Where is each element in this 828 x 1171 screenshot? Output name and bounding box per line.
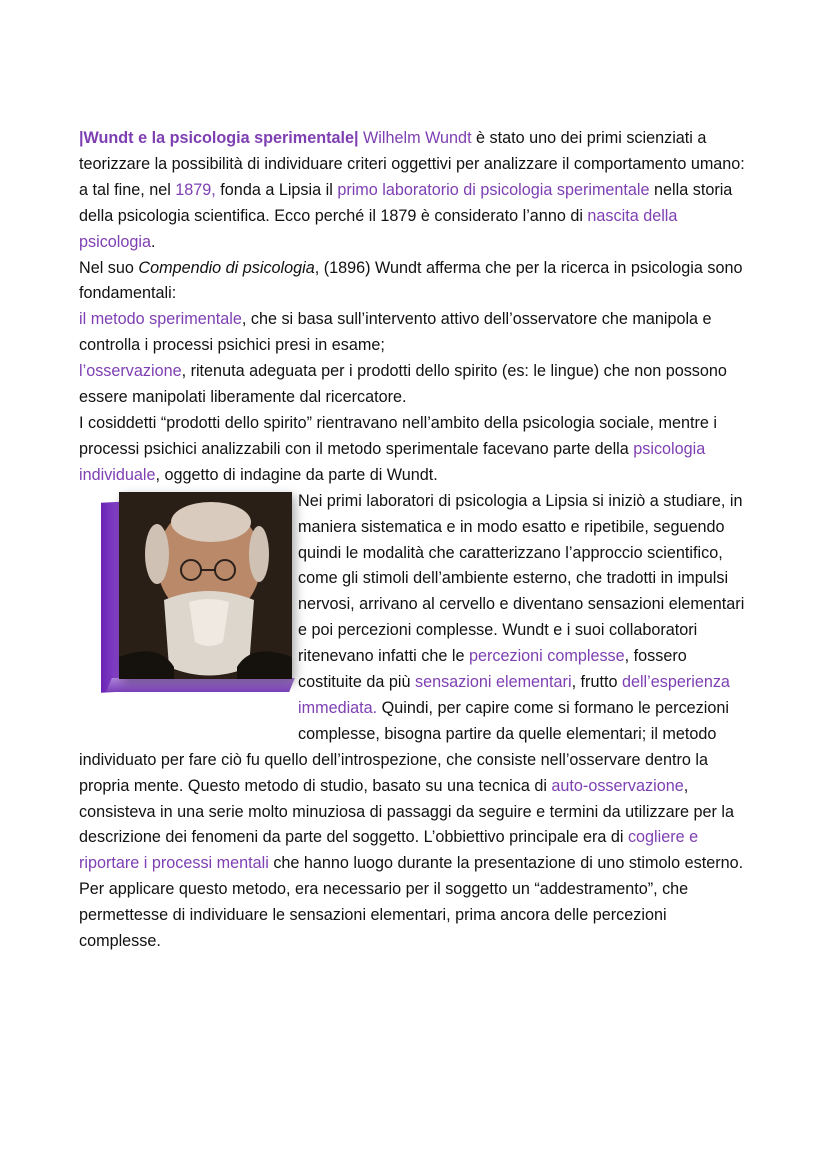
text-run: fonda a Lipsia il [215,180,338,199]
text-run: , oggetto di indagine da parte di Wundt. [155,465,438,484]
paragraph-compendio [79,256,751,308]
portrait-illustration [119,492,292,679]
paragraph-experimental-method [79,307,751,359]
wundt-portrait [101,492,296,697]
highlight-observation: l’osservazione [79,362,182,381]
text-run: , consisteva in una serie molto minuziosa di passaggi da seguire e termini da utilizzare per la descrizione dei fenomeni da parte del soggetto. L’obbiettivo principale era di [79,776,735,847]
title-bar-left: | [79,129,84,147]
text-run: , che si basa sull’intervento attivo dell’osservatore che manipola e controlla i processi psichici presi in esame; [79,310,712,355]
highlight-year: 1879, [175,180,216,199]
wundt-portrait-frame [79,489,298,745]
book-title: Compendio di psicologia [138,258,315,277]
text-run: , ritenuta adeguata per i prodotti dello spirito (es: le lingue) che non possono essere manipolati liberamente dal ricercatore. [79,362,727,407]
highlight-wundt-name: Wilhelm Wundt [363,129,472,147]
portrait-image [119,492,292,679]
highlight-first-lab: primo laboratorio di psicologia sperimentale [337,180,650,199]
highlight-experimental-method: il metodo sperimentale [79,310,242,329]
title-bar-right: | [353,129,359,147]
text-run: Nel suo [79,258,139,277]
text-run: . [151,232,156,251]
highlight-birth-psychology: nascita della psicologia [79,206,678,251]
highlight-elementary-sensations: sensazioni elementari [414,673,572,692]
highlight-complex-perceptions: percezioni complesse [468,647,625,666]
paragraph-observation [79,359,751,411]
text-run: Quindi, per capire come si formano le percezioni complesse, bisogna partire da quelle elementari; il metodo individuato per fare ciò fu quello dell’introspezione, che consiste nell’osservare dentro la propria mente. Questo metodo di studio, basato su una tecnica di [79,698,729,795]
highlight-immediate-experience: dell’esperienza immediata. [298,673,730,717]
section-title: Wundt e la psicologia sperimentale [83,129,354,147]
text-run: , (1896) Wundt afferma che per la ricerca in psicologia sono fondamentali: [79,258,743,303]
text-run: I cosiddetti “prodotti dello spirito” rientravano nell’ambito della psicologia sociale, mentre i processi psichici analizzabili con il metodo sperimentale facevano parte della [79,413,717,458]
text-run: , frutto [571,673,622,692]
highlight-self-observation: auto-osservazione [551,776,684,795]
text-run: nella storia della psicologia scientifica. Ecco perché il 1879 è considerato l’anno di [79,180,733,225]
highlight-individual-psychology: psicologia individuale [79,439,706,484]
document-body [79,126,751,955]
paragraph-spirit-products [79,411,751,489]
text-run: è stato uno dei primi scienziati a teorizzare la possibilità di individuare criteri oggettivi per analizzare il comportamento umano: a tal fine, nel [79,129,745,199]
frame-bottom [106,678,295,692]
paragraph-intro [79,126,751,256]
text-run: Nei primi laboratori di psicologia a Lipsia si iniziò a studiare, in maniera sistematica e in modo esatto e ripetibile, seguendo quindi le modalità che caratterizzano l’approccio scientifico, come gli stimoli dell’ambiente esterno, che tradotti in impulsi nervosi, arrivano al cervello e diventano sensazioni elementari e poi percezioni complesse. Wundt e i suoi collaboratori ritenevano infatti che le [298,491,745,666]
highlight-mental-processes: cogliere e riportare i processi mentali [79,828,699,873]
text-run: che hanno luogo durante la presentazione di uno stimolo esterno. Per applicare questo metodo, era necessario per il soggetto un “addestramento”, che permettesse di individuare le sensazioni elementari, prima ancora delle percezioni complesse. [79,854,744,951]
text-run: , fossero costituite da più [298,647,687,692]
